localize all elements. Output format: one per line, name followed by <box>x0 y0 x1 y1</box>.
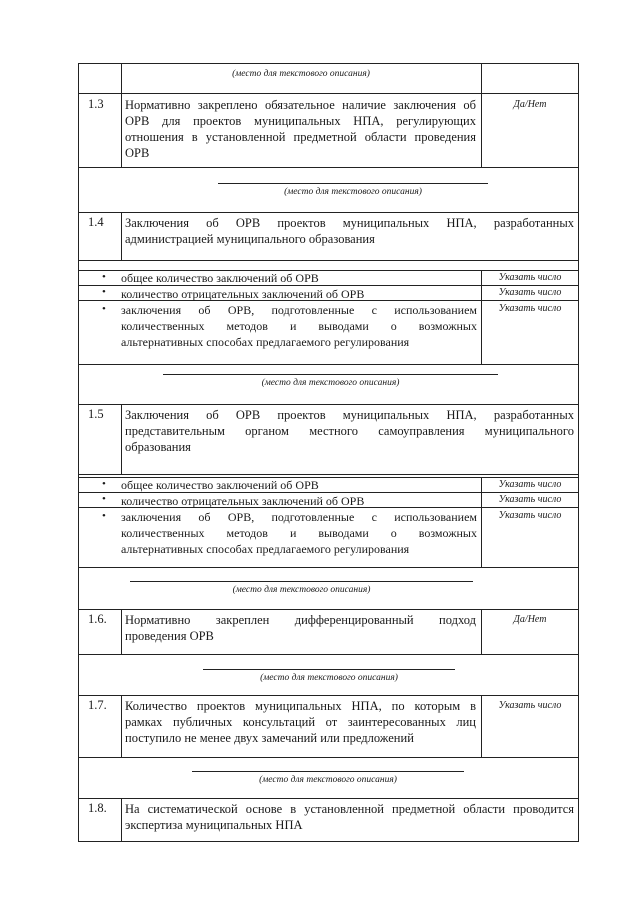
answer-cell: Да/Нет <box>513 99 547 110</box>
text-blank-line <box>203 669 455 670</box>
answer-cell: Указать число <box>498 272 562 283</box>
text-blank-line <box>130 581 473 582</box>
answer-cell: Указать число <box>498 494 562 505</box>
row-text: ОРВ <box>125 146 150 160</box>
row-divider <box>78 474 579 475</box>
table-top-border <box>78 63 579 64</box>
row-divider <box>78 364 579 365</box>
row-text: рамках публичных консультаций от заинтересованных лиц <box>125 715 476 729</box>
text-blank-line <box>163 374 498 375</box>
row-text: отношения в установленной предметной области проведения <box>125 130 476 144</box>
row-text: образования <box>125 440 191 454</box>
row-divider <box>78 654 579 655</box>
bullet-text: количественных методов и выводами о возможных <box>121 526 477 540</box>
row-text: администрацией муниципального образования <box>125 232 375 246</box>
row-text: Количество проектов муниципальных НПА, по которым в <box>125 699 476 713</box>
placeholder-caption: (место для текстового описания) <box>232 69 370 79</box>
bullet-text: заключения об ОРВ, подготовленные с использованием <box>121 303 477 317</box>
row-divider <box>78 757 579 758</box>
bullet-text: количество отрицательных заключений об ОРВ <box>121 494 365 508</box>
row-text: экспертиза муниципальных НПА <box>125 818 303 832</box>
placeholder-caption: (место для текстового описания) <box>261 378 400 388</box>
row-text: Заключения об ОРВ проектов муниципальных НПА, разработанных <box>125 408 574 422</box>
answer-column-divider <box>481 63 482 93</box>
row-number: 1.7. <box>88 698 107 712</box>
bullet-icon: • <box>102 478 106 490</box>
bullet-text: альтернативных способах предлагаемого регулирования <box>121 335 410 349</box>
number-column-divider <box>121 609 122 654</box>
placeholder-caption: (место для текстового описания) <box>259 775 397 785</box>
bullet-icon: • <box>102 286 106 298</box>
row-divider <box>78 260 579 261</box>
row-divider <box>78 567 579 568</box>
row-text: поступило не менее двух замечаний или предложений <box>125 731 414 745</box>
bullet-text: заключения об ОРВ, подготовленные с использованием <box>121 510 477 524</box>
row-text: Заключения об ОРВ проектов муниципальных НПА, разработанных <box>125 216 574 230</box>
row-divider <box>78 212 579 213</box>
table-bottom-border <box>78 841 579 842</box>
table-left-border <box>78 63 79 841</box>
answer-cell: Указать число <box>498 510 562 521</box>
row-number: 1.4 <box>88 215 104 229</box>
bullet-text: количество отрицательных заключений об ОРВ <box>121 287 365 301</box>
number-column-divider <box>121 695 122 757</box>
row-divider <box>78 609 579 610</box>
bullet-icon: • <box>102 510 106 522</box>
placeholder-caption: (место для текстового описания) <box>260 673 398 683</box>
placeholder-caption: (место для текстового описания) <box>284 187 422 197</box>
bullet-text: альтернативных способах предлагаемого регулирования <box>121 542 410 556</box>
row-number: 1.3 <box>88 97 104 111</box>
table-right-border <box>578 63 579 841</box>
row-divider <box>78 404 579 405</box>
bullet-text: количественных методов и выводами о возможных <box>121 319 477 333</box>
row-divider <box>78 93 579 94</box>
answer-cell: Указать число <box>498 700 562 711</box>
bullet-text: общее количество заключений об ОРВ <box>121 478 319 492</box>
row-text: ОРВ для проектов муниципальных НПА, регулирующих <box>125 114 476 128</box>
number-column-divider <box>121 798 122 841</box>
row-divider <box>78 798 579 799</box>
bullet-text: общее количество заключений об ОРВ <box>121 271 319 285</box>
row-divider <box>78 167 579 168</box>
row-text: На систематической основе в установленной предметной области проводится <box>125 802 574 816</box>
placeholder-caption: (место для текстового описания) <box>232 585 371 595</box>
answer-cell: Да/Нет <box>513 614 547 625</box>
bullet-icon: • <box>102 271 106 283</box>
number-column-divider <box>121 212 122 260</box>
bullet-icon: • <box>102 303 106 315</box>
answer-cell: Указать число <box>498 479 562 490</box>
row-number: 1.6. <box>88 612 107 626</box>
row-text: Нормативно закреплено обязательное наличие заключения об <box>125 98 476 112</box>
row-number: 1.5 <box>88 407 104 421</box>
number-column-divider <box>121 93 122 167</box>
row-text: проведения ОРВ <box>125 629 214 643</box>
number-column-divider <box>121 404 122 474</box>
answer-cell: Указать число <box>498 303 562 314</box>
answer-column-divider <box>481 477 482 567</box>
row-text: представительным органом местного самоуправления муниципального <box>125 424 574 438</box>
text-blank-line <box>218 183 488 184</box>
row-number: 1.8. <box>88 801 107 815</box>
answer-cell: Указать число <box>498 287 562 298</box>
row-divider <box>78 695 579 696</box>
bullet-icon: • <box>102 493 106 505</box>
text-blank-line <box>192 771 464 772</box>
row-text: Нормативно закреплен дифференцированный подход <box>125 613 476 627</box>
